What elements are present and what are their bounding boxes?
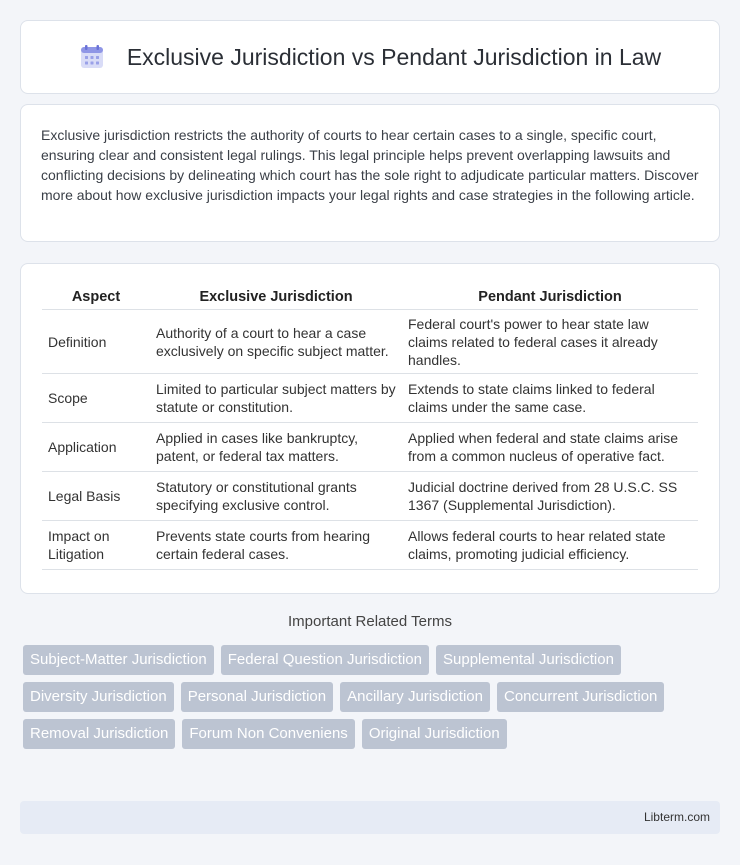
footer [20,801,720,834]
related-term-tag[interactable]: Supplemental Jurisdiction [436,645,621,675]
related-term-tag[interactable]: Original Jurisdiction [362,719,507,749]
header-card [20,20,720,94]
table-row [42,521,698,570]
comparison-table-card [20,263,720,594]
cell-aspect: Impact on Litigation [42,521,150,570]
header-exclusive: Exclusive Jurisdiction [150,284,402,310]
table-row [42,472,698,521]
table-row [42,423,698,472]
related-term-tag[interactable]: Diversity Jurisdiction [23,682,174,712]
cell-exclusive: Limited to particular subject matters by statute or constitution. [150,374,402,423]
header-pendant: Pendant Jurisdiction [402,284,698,310]
related-term-tag[interactable]: Personal Jurisdiction [181,682,333,712]
table-row [42,310,698,374]
related-terms-list [23,645,723,749]
cell-aspect: Legal Basis [42,472,150,521]
cell-exclusive: Prevents state courts from hearing certain federal cases. [150,521,402,570]
header-aspect: Aspect [42,284,150,310]
related-term-tag[interactable]: Subject-Matter Jurisdiction [23,645,214,675]
related-term-tag[interactable]: Removal Jurisdiction [23,719,175,749]
related-terms-title: Important Related Terms [288,613,452,630]
cell-exclusive: Statutory or constitutional grants specifying exclusive control. [150,472,402,521]
related-term-tag[interactable]: Concurrent Jurisdiction [497,682,664,712]
footer-site-link[interactable]: Libterm.com [643,810,710,824]
related-term-tag[interactable]: Federal Question Jurisdiction [221,645,429,675]
cell-exclusive: Applied in cases like bankruptcy, patent, or federal tax matters. [150,423,402,472]
cell-aspect: Definition [42,310,150,374]
calendar-icon [79,44,105,70]
cell-pendant: Extends to state claims linked to federal claims under the same case. [402,374,698,423]
comparison-table [42,284,698,570]
cell-pendant: Judicial doctrine derived from 28 U.S.C. SS 1367 (Supplemental Jurisdiction). [402,472,698,521]
cell-pendant: Applied when federal and state claims arise from a common nucleus of operative fact. [402,423,698,472]
table-header-row [42,284,698,310]
intro-card [20,104,720,242]
page-title: Exclusive Jurisdiction vs Pendant Jurisdiction in Law [126,43,662,70]
cell-aspect: Scope [42,374,150,423]
cell-exclusive: Authority of a court to hear a case exclusively on specific subject matter. [150,310,402,374]
related-term-tag[interactable]: Forum Non Conveniens [182,719,354,749]
related-term-tag[interactable]: Ancillary Jurisdiction [340,682,490,712]
cell-pendant: Allows federal courts to hear related state claims, promoting judicial efficiency. [402,521,698,570]
intro-text: Exclusive jurisdiction restricts the authority of courts to hear certain cases to a single, specific court, ensuring clear and consistent legal rulings. This legal principle helps prevent overlapping lawsuits and conflicting decisions by delineating which court has the sole right to adjudicate particular matters. Discover more about how exclusive jurisdiction impacts your legal rights and case strategies in the following article. [41,127,699,203]
table-row [42,374,698,423]
cell-aspect: Application [42,423,150,472]
cell-pendant: Federal court's power to hear state law claims related to federal cases it already handles. [402,310,698,374]
